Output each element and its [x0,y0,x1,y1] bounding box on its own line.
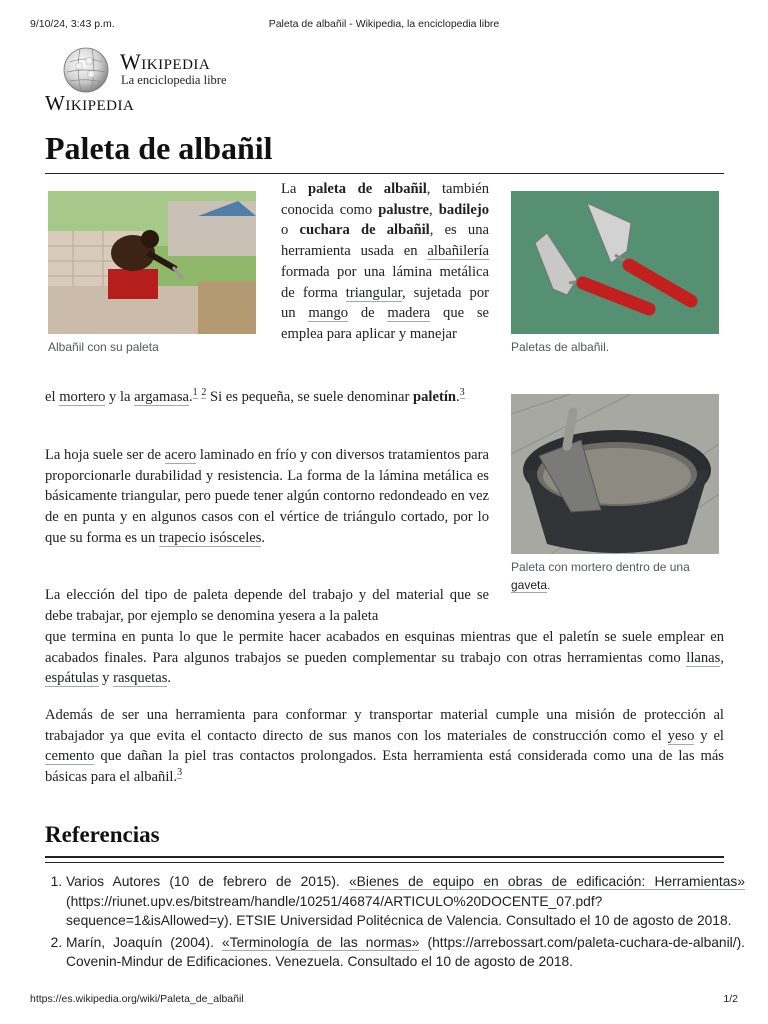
blade-paragraph: La hoja suele ser de acero laminado en frío y con diversos tratamientos para proporcionarle durabilidad y resistencia. La forma de la lámina metálica es básicamente triangular, pero puede tener algún contorno redondeado en vez de en punta y en algunos casos con el vértice de triángulo cortado, por lo que su forma es un trapecio isósceles. [45,447,489,546]
figure-caption: Paletas de albañil. [511,340,610,354]
figure-caption [511,558,721,594]
link-yeso[interactable]: yeso [667,727,695,744]
protection-paragraph: Además de ser una herramienta para conformar y transportar material cumple una misión de protección al trabajador ya que evita el contacto directo de sus manos con los materiales de construcción como el yeso y el cemento que dañan la piel tras contactos prolongados. Esta herramienta está considerada como una de las más básicas para el albañil.$^3$ [45,707,724,786]
references-list [45,872,745,974]
print-page-title: Paleta de albañil - Wikipedia, la enciclopedia libre [268,18,500,30]
citation-3[interactable]: 3 [177,767,183,779]
types-paragraph: La elección del tipo de paleta depende del trabajo y del material que se debe trabajar, por ejemplo se denomina yesera a la paleta [45,587,489,624]
link-madera[interactable]: madera [387,305,431,322]
term-palustre: palustre [378,201,430,218]
references-divider [45,856,724,858]
term-paletin: paletín [413,389,456,405]
link-argamasa[interactable]: argamasa [134,389,190,405]
figure-mason [48,191,256,356]
reference-item: 1. Varios Autores (10 de febrero de 2015). «Bienes de equipo en obras de edificación: Herramientas» (https://riunet.upv.es/bitstream/handle/10251/46874/ARTICULO%20DOCENTE_07.pdf?sequence=1&isAllowed=y). ETSIE Universidad Politécnica de Valencia. Consultado el 10 de agosto de 2018. [66,872,745,931]
reference-item: 2. Marín, Joaquín (2004). «Terminología de las normas» (https://arrebossart.com/paleta-cuchara-de-albanil/). Covenin-Mindur de Edificaciones. Venezuela. Consultado el 10 de agosto de 2018. [66,933,745,972]
wikipedia-wordmark-small: Wikipedia [45,91,135,115]
types-paragraph-continued: que termina en punta lo que le permite hacer acabados en esquinas mientras que el paletín se suele emplear en acabados finales. Para algunos trabajos se pueden complementar su trabajo con otras herramientas como llanas, espátulas y rasquetas. [45,629,724,687]
references-heading: Referencias [45,822,160,847]
print-datetime: 9/10/24, 3:43 p.m. [30,18,115,30]
bucket-photo[interactable] [511,394,719,554]
reference-link[interactable]: «Terminología de las normas» [222,934,420,950]
print-url: https://es.wikipedia.org/wiki/Paleta_de_albañil [30,993,244,1005]
figure-caption: Albañil con su paleta [48,340,159,354]
link-mortero[interactable]: mortero [59,389,106,405]
term-paleta-de-albanil: paleta de albañil [307,181,427,197]
caption-text: Paleta con mortero dentro de una [511,560,690,574]
link-espatulas[interactable]: espátulas [45,670,99,687]
link-mango[interactable]: mango [308,305,349,322]
wikipedia-wordmark[interactable]: Wikipedia [120,49,211,74]
link-gaveta[interactable]: gaveta [511,578,548,592]
link-trapecio-isosceles[interactable]: trapecio isósceles [158,529,262,546]
print-page-number: 1/2 [723,993,738,1005]
mason-photo[interactable] [48,191,256,334]
link-acero[interactable]: acero [164,447,197,463]
citation-2[interactable]: 2 [201,387,207,399]
figure-trowels [511,191,719,356]
wikipedia-globe-logo[interactable] [62,46,110,94]
link-albanileria[interactable]: albañilería [427,243,489,260]
term-badilejo: badilejo [438,201,489,218]
citation-3[interactable]: 3 [459,387,465,399]
caption-text: . [547,578,551,592]
link-cemento[interactable]: cemento [45,748,95,765]
link-rasquetas[interactable]: rasquetas [113,670,168,687]
references-divider-thin [45,862,724,863]
trowels-photo[interactable] [511,191,719,334]
page-title: Paleta de albañil [45,130,273,166]
reference-link[interactable]: «Bienes de equipo en obras de edificación: Herramientas» [349,874,746,889]
title-divider [45,173,724,174]
wikipedia-tagline: La enciclopedia libre [121,73,227,87]
citation-1[interactable]: 1 [192,387,198,399]
intro-paragraph-continued: el mortero y la argamasa.$^1$ $^2$ Si es pequeña, se suele denominar paletín.$^3$ [45,387,465,405]
link-triangular[interactable]: triangular [345,284,402,301]
link-llanas[interactable]: llanas [686,649,721,666]
intro-paragraph: La paleta de albañil, también conocida como palustre, badilejo o cuchara de albañil, es una herramienta usada en albañilería formada por una lámina metálica de forma triangular, sujetada por un mango de madera que se emplea para aplicar y manejar [281,181,490,342]
figure-bucket [511,394,721,594]
term-cuchara-de-albanil: cuchara de albañil [299,222,430,239]
